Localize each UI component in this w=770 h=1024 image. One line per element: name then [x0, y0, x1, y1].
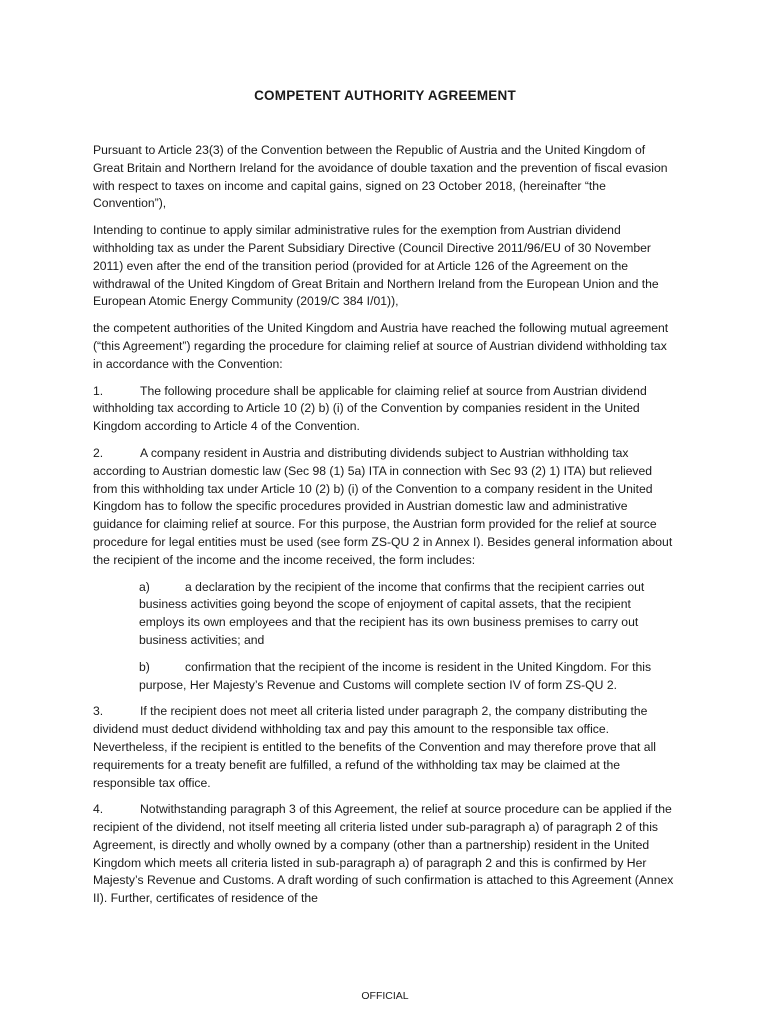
paragraph-number: 2. [93, 445, 104, 460]
paragraph-text: A company resident in Austria and distributing dividends subject to Austrian withholding tax according to Austrian domestic law (Sec 98 (1) 5a) ITA in connection with Sec 93 (2) 1) ITA) but relieved from this withholding tax under Article 10 (2) b) (i) of the Convention to a company resident in the United Kingdom has to follow the specific procedures provided in Austrian domestic law and administrative guidance for claiming relief at source. For this purpose, the Austrian form provided for the relief at source procedure for legal entities must be used (see form ZS-QU 2 in Annex I). Besides general information about the recipient of the income and the income received, the form includes: [93, 445, 673, 567]
document-body [93, 142, 678, 917]
paragraph-number: 4. [93, 802, 104, 817]
paragraph-text: The following procedure shall be applicable for claiming relief at source from Austrian dividend withholding tax according to Article 10 (2) b) (i) of the Convention by companies resident in the United Kingdom according to Article 4 of the Convention. [93, 383, 647, 434]
paragraph-number: 1. [93, 383, 104, 398]
competent-paragraph: the competent authorities of the United Kingdom and Austria have reached the following mutual agreement (“this Agreement”) regarding the procedure for claiming relief at source of Austrian dividend withholding tax in accordance with the Convention: [93, 321, 669, 371]
numbered-paragraph-4 [93, 801, 678, 908]
subparagraph-letter: a) [139, 579, 150, 594]
subparagraph-text: a declaration by the recipient of the income that confirms that the recipient carries out business activities going beyond the scope of enjoyment of capital assets, that the recipient employs its own employees and that the recipient has its own business premises to carry out business activities; and [139, 579, 645, 647]
subparagraph-text: confirmation that the recipient of the income is resident in the United Kingdom. For this purpose, Her Majesty’s Revenue and Customs will complete section IV of form ZS-QU 2. [139, 659, 652, 692]
subparagraph-b [139, 659, 678, 695]
paragraph-text: Notwithstanding paragraph 3 of this Agreement, the relief at source procedure can be applied if the recipient of the dividend, not itself meeting all criteria listed under sub-paragraph a) of paragraph 2 of this Agreement, is directly and wholly owned by a company (other than a partnership) resident in the United Kingdom which meets all criteria listed in sub-paragraph a) of paragraph 2 and this is confirmed by Her Majesty’s Revenue and Customs. A draft wording of such confirmation is attached to this Agreement (Annex II). Further, certificates of residence of the [93, 802, 674, 906]
intro-paragraph: Pursuant to Article 23(3) of the Convention between the Republic of Austria and the United Kingdom of Great Britain and Northern Ireland for the avoidance of double taxation and the prevention of fiscal evasion with respect to taxes on income and capital gains, signed on 23 October 2018, (hereinafter “the Convention”), [93, 143, 668, 211]
intending-paragraph: Intending to continue to apply similar administrative rules for the exemption from Austrian dividend withholding tax as under the Parent Subsidiary Directive (Council Directive 2011/96/EU of 30 November 2011) even after the end of the transition period (provided for at Article 126 of the Agreement on the withdrawal of the United Kingdom of Great Britain and Northern Ireland from the European Union and the European Atomic Energy Community (2019/C 384 I/01)), [93, 223, 659, 309]
footer-classification: OFFICIAL [361, 990, 409, 1002]
subparagraph-letter: b) [139, 659, 150, 674]
subparagraph-a [139, 579, 678, 650]
numbered-paragraph-3 [93, 703, 678, 792]
page-title: COMPETENT AUTHORITY AGREEMENT [254, 88, 516, 103]
numbered-paragraph-1 [93, 383, 678, 436]
numbered-paragraph-2 [93, 445, 678, 570]
paragraph-text: If the recipient does not meet all criteria listed under paragraph 2, the company distributing the dividend must deduct dividend withholding tax and pay this amount to the responsible tax office. Nevertheless, if the recipient is entitled to the benefits of the Convention and may therefore prove that all requirements for a treaty benefit are fulfilled, a refund of the withholding tax may be claimed at the responsible tax office. [93, 704, 656, 790]
paragraph-number: 3. [93, 704, 104, 719]
